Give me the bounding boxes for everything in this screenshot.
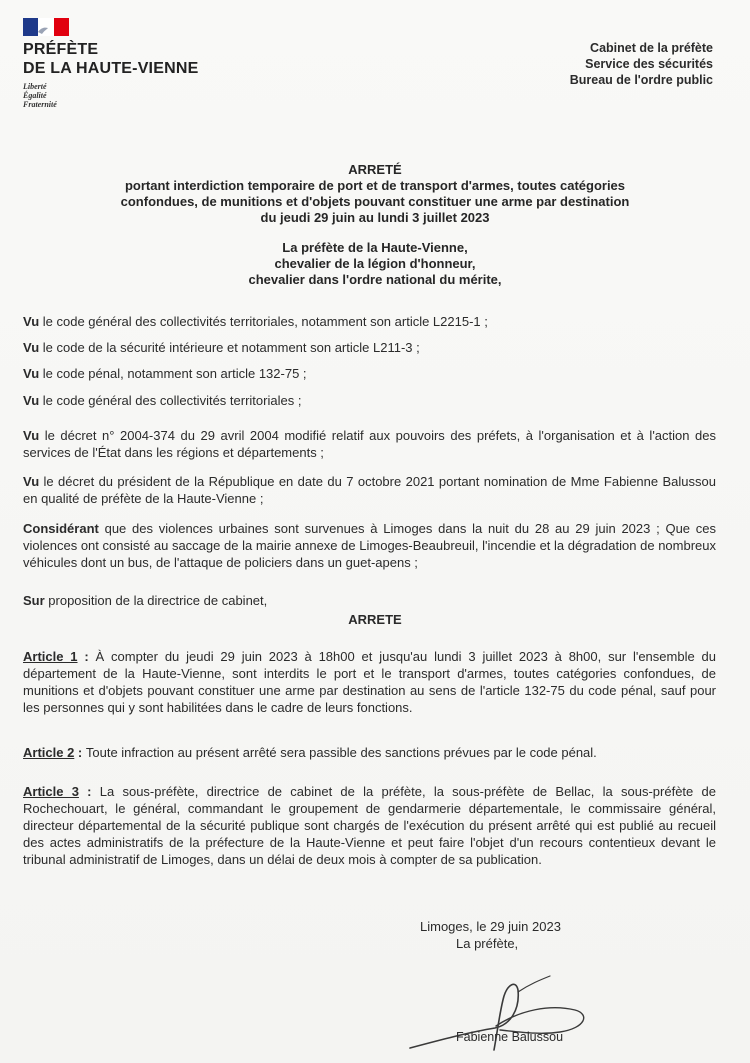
visa-text: le décret du président de la République en date du 7 octobre 2021 portant nomination de Mme Fabienne Balussou en qualité de préfète de la Haute-Vienne ; (23, 474, 716, 506)
article-label: Article 3 (23, 784, 79, 799)
devise (23, 82, 223, 109)
visa-1 (23, 313, 716, 330)
arrete-heading: ARRETE (348, 612, 402, 627)
article-2 (23, 744, 716, 761)
signer-role: La préfète, (456, 936, 519, 951)
institution-line-1: PRÉFÈTE (23, 41, 99, 58)
visa-text: le code de la sécurité intérieure et notamment son article L211-3 ; (39, 340, 420, 355)
proposition (23, 592, 716, 609)
title-line-3: du jeudi 29 juin au lundi 3 juillet 2023 (260, 210, 490, 225)
authority-line-2: chevalier de la légion d'honneur, (274, 256, 476, 271)
visa-text: le code général des collectivités territoriales ; (39, 393, 302, 408)
visa-6 (23, 473, 716, 507)
marianne-logo (23, 18, 69, 36)
handwritten-signature (400, 970, 620, 1060)
article-3 (23, 783, 716, 868)
title-line-1: portant interdiction temporaire de port et de transport d'armes, toutes catégories (124, 178, 626, 193)
devise-egalite: Égalité (23, 91, 47, 100)
devise-fraternite: Fraternité (23, 100, 57, 109)
devise-liberte: Liberté (23, 82, 47, 91)
visa-keyword: Vu (23, 340, 40, 355)
service-line-1: Cabinet de la préfète (590, 41, 713, 55)
document-title (40, 162, 710, 226)
article-label: Article 1 (23, 649, 78, 664)
marianne-block (23, 18, 223, 109)
visa-keyword: Vu (23, 393, 40, 408)
visa-text: le code général des collectivités territoriales, notamment son article L2215-1 ; (39, 314, 488, 329)
title-main: ARRETÉ (348, 162, 402, 177)
signer-name: Fabienne Balussou (456, 1030, 564, 1044)
visa-text: le code pénal, notamment son article 132-75 ; (39, 366, 307, 381)
article-label: Article 2 (23, 745, 75, 760)
article-text: La sous-préfète, directrice de cabinet de la préfète, la sous-préfète de Bellac, la sous-préfète de Rochechouart, le général, commandant le groupement de gendarmerie départementale, le commissaire général, directeur départemental de la sécurité publique sont chargés de l'exécution du présent arrêté qui est publié au recueil des actes administratifs de la préfecture de la Haute-Vienne et peut faire l'objet d'un recours contentieux devant le tribunal administratif de Limoges, dans un délai de deux mois à compter de sa publication. (23, 784, 716, 867)
proposition-text: proposition de la directrice de cabinet, (44, 593, 268, 608)
proposition-keyword: Sur (23, 593, 45, 608)
institution-line-2: DE LA HAUTE-VIENNE (23, 60, 199, 77)
visa-5 (23, 427, 716, 461)
authority-block (40, 240, 710, 288)
article-1 (23, 648, 716, 716)
visa-keyword: Vu (23, 474, 40, 489)
service-block (570, 40, 713, 88)
article-text: Toute infraction au présent arrêté sera passible des sanctions prévues par le code pénal. (85, 745, 597, 760)
authority-line-3: chevalier dans l'ordre national du mérite, (248, 272, 502, 287)
visa-3 (23, 365, 716, 382)
place-date: Limoges, le 29 juin 2023 (420, 919, 561, 934)
considerant (23, 520, 716, 571)
considerant-keyword: Considérant (23, 521, 99, 536)
closing-block (420, 918, 561, 952)
visa-text: le décret n° 2004-374 du 29 avril 2004 modifié relatif aux pouvoirs des préfets, à l'organisation et à l'action des services de l'État dans les régions et départements ; (23, 428, 716, 460)
article-separator: : (74, 745, 86, 760)
service-line-2: Service des sécurités (585, 57, 713, 71)
visa-keyword: Vu (23, 366, 40, 381)
visa-4 (23, 392, 716, 409)
article-text: À compter du jeudi 29 juin 2023 à 18h00 et jusqu'au lundi 3 juillet 2023 à 8h00, sur l'ensemble du département de la Haute-Vienne, sont interdits le port et le transport d'armes, toutes catégories confondues, de munitions et d'objets pouvant constituer une arme par destination au sens de l'article 132-75 du code pénal, sauf pour les personnes qui y sont habilitées dans le cadre de leurs fonctions. (23, 649, 716, 715)
visa-keyword: Vu (23, 314, 40, 329)
considerant-text: que des violences urbaines sont survenues à Limoges dans la nuit du 28 au 29 juin 2023 ; Que ces violences ont consisté au saccage de la mairie annexe de Limoges-Beaubreuil, l'incendie et la dégradation de nombreux véhicules dont un bus, de l'attaque de policiers dans un guet-apens ; (23, 521, 716, 570)
visa-keyword: Vu (23, 428, 40, 443)
service-line-3: Bureau de l'ordre public (569, 73, 713, 87)
article-separator: : (78, 784, 100, 799)
visa-2 (23, 339, 716, 356)
authority-line-1: La préfète de la Haute-Vienne, (282, 240, 468, 255)
title-line-2: confondues, de munitions et d'objets pouvant constituer une arme par destination (120, 194, 630, 209)
article-separator: : (77, 649, 96, 664)
